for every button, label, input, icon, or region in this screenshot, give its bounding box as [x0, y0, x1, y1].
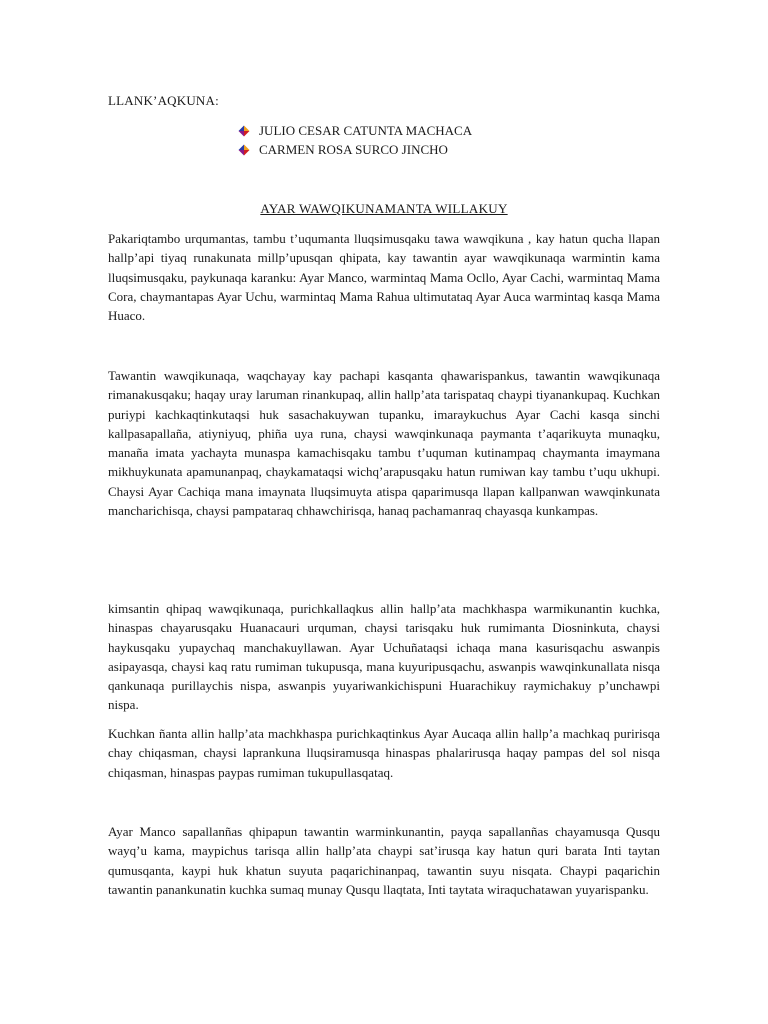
- author-name: CARMEN ROSA SURCO JINCHO: [259, 141, 448, 157]
- document-title: AYAR WAWQIKUNAMANTA WILLAKUY: [260, 201, 508, 216]
- paragraph: Pakariqtambo urqumantas, tambu t’uqumanta lluqsimusqaku tawa wawqikuna , kay hatun qucha llapan hallp’api tiyaq runakunata millp’upusqan qhipata, kay tawantin ayar wawqikunaqa warmintin kama lluqsimusqaku, paykunaqa karanku: Ayar Manco, warmintaq Mama Ocllo, Ayar Cachi, warmintaq Mama Cora, chaymantapas Ayar Uchu, warmintaq Mama Rahua ultimutataq Ayar Auca warmintaq kasqa Mama Huaco.: [108, 231, 660, 324]
- author-list-item: [238, 140, 472, 159]
- colored-diamond-bullet-icon: [238, 125, 250, 137]
- author-list: [238, 121, 472, 159]
- author-name: JULIO CESAR CATUNTA MACHACA: [259, 122, 473, 138]
- paragraph: Tawantin wawqikunaqa, waqchayay kay pachapi kasqanta qhawarispankus, tawantin wawqikunaqa rimanakusqaku; haqay uray laruman rinankupaq, allin hallp’ata tarispataq chaypi tiyanankupaq. Kuchkan puriypi kachkaqtinkutaqsi huk sasachakuywan tupanku, imaraykuchus Ayar Cachi kasqa sinchi kallpasapallaña, atiyniyuq, phiña uya runa, chaysi wawqinkunaqa paymanta t’aqarikuyta munaqku, manaña imata yachayta munaspa kamachisqaku tambu t’uquman kutinampaq chaymanta imaymana mikhuykunata apamunanpaq, chaykamataqsi wichq’arapusqaku hatun rumiwan kay tambu t’uqu ukhupi. Chaysi Ayar Cachiqa mana imaynata lluqsimuyta atispa qaparimusqa llapan kallpanwan wawqinkunata mancharichisqa, chaysi pampataraq chhawchirisqa, hanaq pachamanraq chayasqa kunkampas.: [108, 368, 660, 519]
- authors-label: LLANK’AQKUNA:: [108, 93, 219, 108]
- colored-diamond-bullet-icon: [238, 144, 250, 156]
- paragraph: Ayar Manco sapallanñas qhipapun tawantin warminkunantin, payqa sapallanñas chayamusqa Qusqu wayq’u kama, maypichus tarisqa allin hallp’ata chaypi sat’irusqa kay hatun quri barata Inti taytan qumusqanta, kaypi huk khatun suyuta paqarichinanpaq, tawantin suyu nisqata. Chaypi paqarichin tawantin panankunatin kuchka sumaq munay Qusqu llaqtata, Inti taytata wiraquchatawan yuyarispanku.: [108, 824, 660, 897]
- paragraph: Kuchkan ñanta allin hallp’ata machkhaspa purichkaqtinkus Ayar Aucaqa allin hallp’a machkaq puririsqa chay chiqasman, chaysi laprankuna lluqsiramusqa hinaspas phalarirusqa haqay pampas del sol nisqa chiqasman, hinaspas paypas rumiman tukupullasqataq.: [108, 726, 660, 780]
- author-list-item: [238, 121, 472, 140]
- paragraph: kimsantin qhipaq wawqikunaqa, purichkallaqkus allin hallp’ata machkhaspa warmikunantin kuchka, hinaspas chayarusqaku Huanacauri urquman, chaysi tarisqaku huk rumimanta Diosninkuta, chaysi haykusqaku yupaychaq manchakuyllawan. Ayar Uchuñataqsi ichaqa mana kasurisqachu aswanpis asipayasqa, chaysi kaq ratu rumiman tukupusqa, mana kuyuripusqachu, aswanpis wawqinkunallata nisqa qankunaqa purillaychis nispa, aswanpis yuyariwankichispuni Huarachikuy raymichakuy p’unchawpi nispa.: [108, 601, 660, 713]
